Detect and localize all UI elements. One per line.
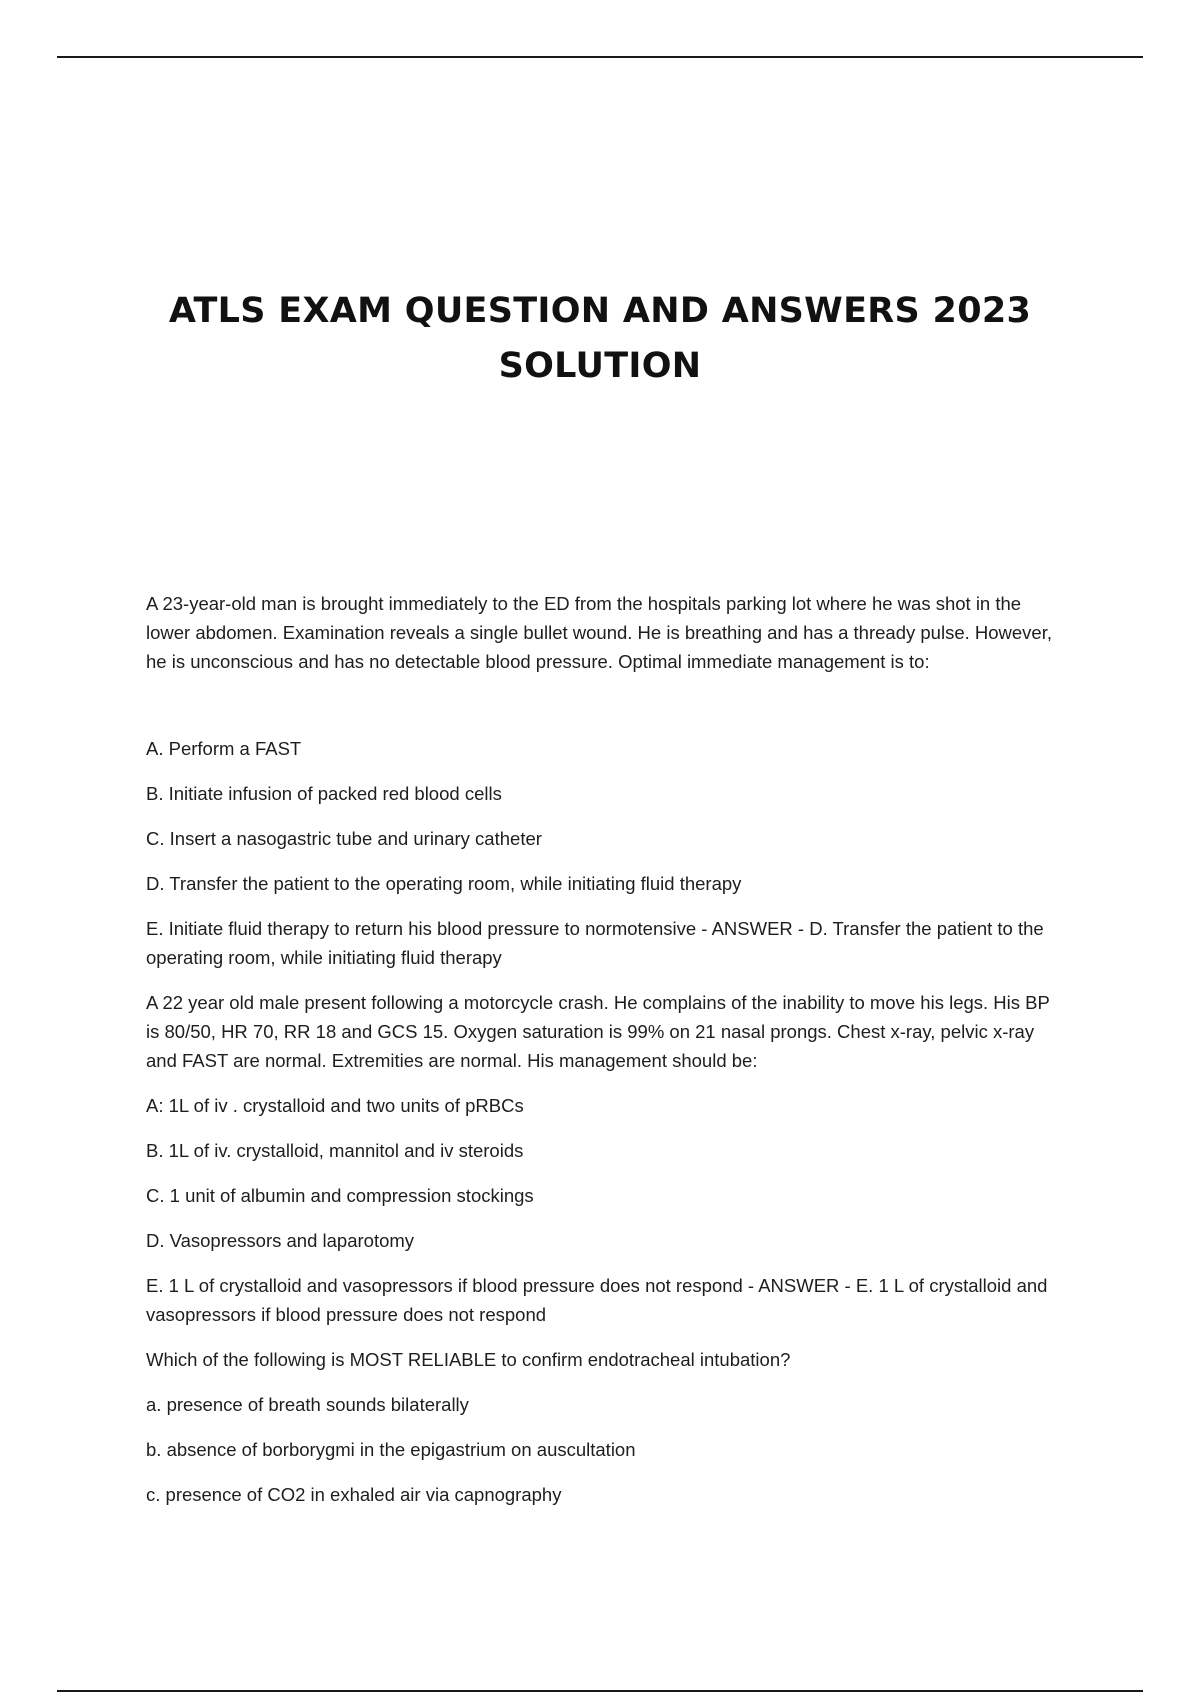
title-line-2: SOLUTION — [498, 346, 702, 386]
question-1-option-d: D. Transfer the patient to the operating room, while initiating fluid therapy — [146, 873, 742, 894]
question-1-option-a: A. Perform a FAST — [146, 738, 302, 759]
title-line-1: ATLS EXAM QUESTION AND ANSWERS 2023 — [168, 291, 1032, 331]
question-3-option-a: a. presence of breath sounds bilaterally — [146, 1394, 469, 1415]
footer-rule — [57, 1690, 1143, 1692]
question-1-option-e-answer: E. Initiate fluid therapy to return his blood pressure to normotensive - ANSWER - D. Transfer the patient to the operating room, while initiating fluid therapy — [146, 918, 1044, 968]
question-1-option-c: C. Insert a nasogastric tube and urinary catheter — [146, 828, 542, 849]
question-1-option-b: B. Initiate infusion of packed red blood cells — [146, 783, 502, 804]
document-body — [146, 589, 1066, 1525]
question-2-option-c: C. 1 unit of albumin and compression stockings — [146, 1185, 534, 1206]
question-2-option-a: A: 1L of iv . crystalloid and two units of pRBCs — [146, 1095, 524, 1116]
question-2-stem: A 22 year old male present following a motorcycle crash. He complains of the inability to move his legs. His BP is 80/50, HR 70, RR 18 and GCS 15. Oxygen saturation is 99% on 21 nasal prongs. Chest x-ray, pelvic x-ray and FAST are normal. Extremities are normal. His management should be: — [146, 992, 1050, 1071]
question-2-option-b: B. 1L of iv. crystalloid, mannitol and iv steroids — [146, 1140, 524, 1161]
header-rule — [57, 56, 1143, 58]
question-3-stem: Which of the following is MOST RELIABLE to confirm endotracheal intubation? — [146, 1349, 791, 1370]
question-1-stem: A 23-year-old man is brought immediately to the ED from the hospitals parking lot where he was shot in the lower abdomen. Examination reveals a single bullet wound. He is breathing and has a thready pulse. However, he is unconscious and has no detectable blood pressure. Optimal immediate management is to: — [146, 593, 1053, 672]
question-2-option-e-answer: E. 1 L of crystalloid and vasopressors if blood pressure does not respond - ANSWER - E. 1 L of crystalloid and vasopressors if blood pressure does not respond — [146, 1275, 1048, 1325]
question-3-option-b: b. absence of borborygmi in the epigastrium on auscultation — [146, 1439, 636, 1460]
question-2-option-d: D. Vasopressors and laparotomy — [146, 1230, 415, 1251]
question-3-option-c: c. presence of CO2 in exhaled air via capnography — [146, 1484, 562, 1505]
page-title — [0, 284, 1200, 394]
